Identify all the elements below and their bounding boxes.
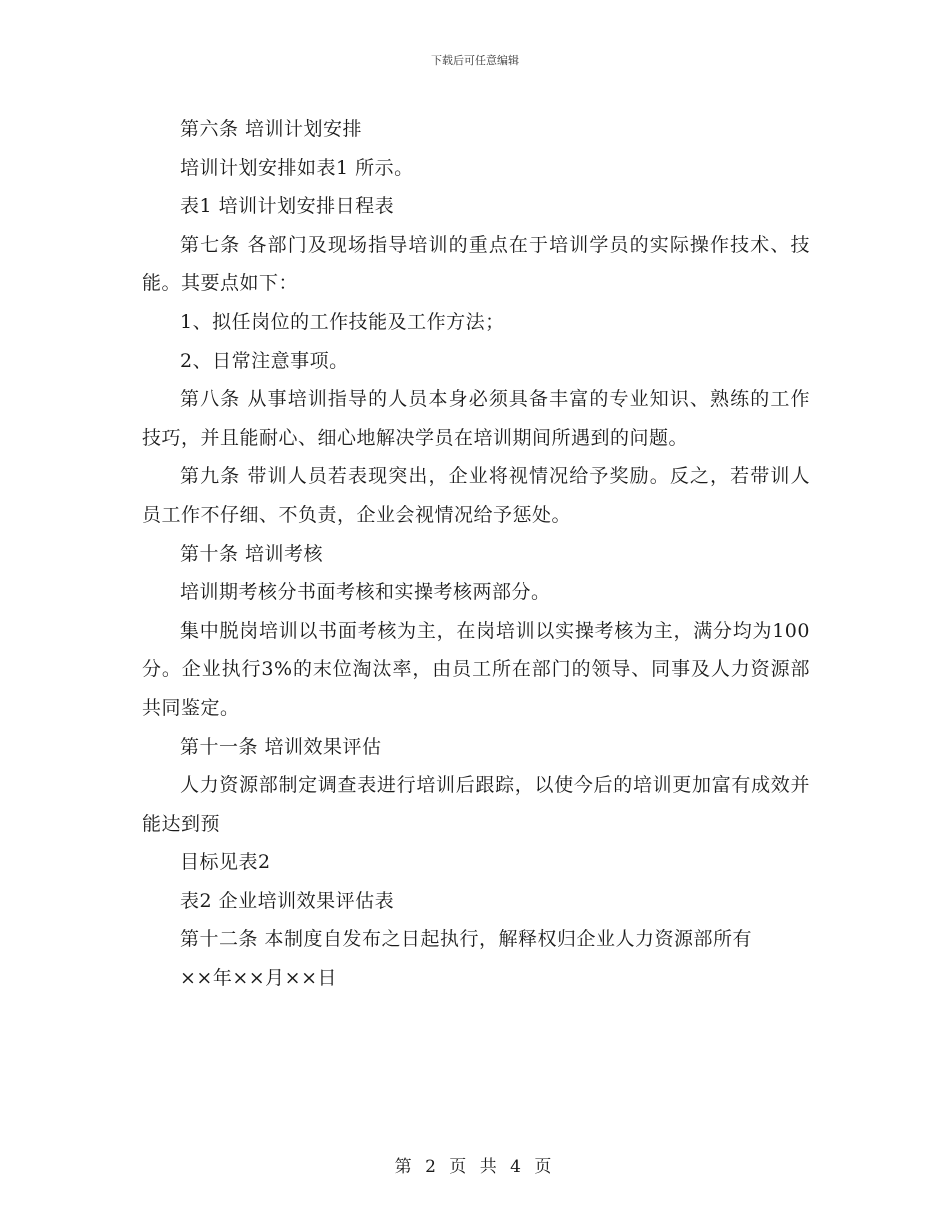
assessment-parts-text: 培训期考核分书面考核和实操考核两部分。 — [180, 581, 551, 604]
article-10-heading: 第十条 培训考核 — [180, 542, 324, 565]
article-6-heading: 第六条 培训计划安排 — [180, 118, 363, 140]
article-7-text: 第七条 各部门及现场指导培训的重点在于培训学员的实际操作技术、技能。其要点如下： — [142, 233, 810, 295]
list-item: 2、日常注意事项。 — [180, 349, 349, 372]
list-item: 1、拟任岗位的工作技能及工作方法； — [180, 310, 505, 333]
document-body — [142, 110, 810, 998]
page-header: 下载后可任意编辑 — [431, 54, 519, 67]
article-8-text: 第八条 从事培训指导的人员本身必须具备丰富的专业知识、熟练的工作技巧，并且能耐心、细心地解决学员在培训期间所遇到的问题。 — [142, 388, 810, 449]
page-number: 第 2 页 共 4 页 — [394, 1157, 556, 1177]
table-2-caption: 表2 企业培训效果评估表 — [180, 889, 395, 912]
article-11-heading: 第十一条 培训效果评估 — [180, 735, 382, 758]
schedule-reference: 培训计划安排如表1 所示。 — [180, 156, 414, 179]
article-12-text: 第十二条 本制度自发布之日起执行，解释权归企业人力资源部所有 — [180, 928, 753, 951]
assessment-detail-text: 集中脱岗培训以书面考核为主，在岗培训以实操考核为主，满分均为100分。企业执行3%的末位淘汰率，由员工所在部门的领导、同事及人力资源部共同鉴定。 — [142, 619, 810, 719]
article-9-text: 第九条 带训人员若表现突出，企业将视情况给予奖励。反之，若带训人员工作不仔细、不负责，企业会视情况给予惩处。 — [142, 465, 810, 526]
evaluation-target-text: 目标见表2 — [180, 851, 271, 874]
evaluation-text: 人力资源部制定调查表进行培训后跟踪，以使今后的培训更加富有成效并能达到预 — [142, 774, 810, 835]
table-1-caption: 表1 培训计划安排日程表 — [180, 195, 395, 218]
document-date: ××年××月××日 — [180, 967, 338, 990]
